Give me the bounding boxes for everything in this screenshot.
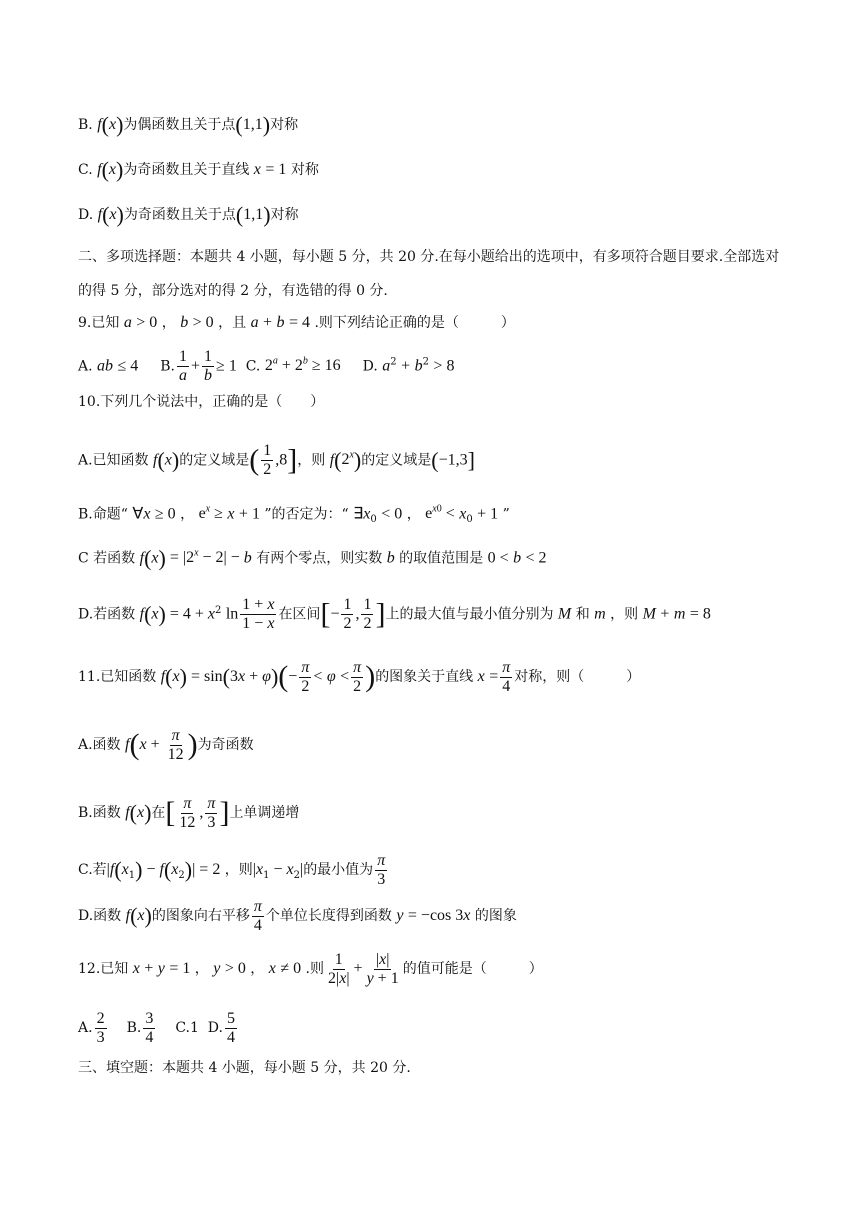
- q11-option-a: A.函数 f(x + $\frac{\pi}{12}$ )为奇函数: [78, 726, 254, 763]
- q10-option-a: A.已知函数 f(x)的定义域是( $\frac{1}{2}$ ,8]，则 f(2$^x$)的定义域是(−1,3]: [78, 441, 475, 478]
- option-d: D. f(x)为奇函数且关于点(1,1)对称: [78, 202, 299, 227]
- q12-stem: 12.已知 x + y = 1 ， y > 0 ， x ≠ 0 .则 $\frac{1}{2|x|}$ + $\frac{|x|}{y + 1}$ 的值可能是（ ）: [78, 950, 543, 987]
- section-2-title: 二、多项选择题：本题共 4 小题，每小题 5 分，共 20 分.在每小题给出的选项中，有多项符合题目要求.全部选对的得 5 分，部分选对的得 2 分，有选错的得 0 分.: [78, 249, 780, 299]
- q10-option-b: B.命题“ ∀x ≥ 0 ， $e^x \ge x + 1$ ”的否定为：“ $\exists x_0 < 0$ ， $e^{x0} < x_0 + 1$ ”: [78, 504, 510, 526]
- q11-stem: 11.已知函数 f(x) = sin(3x + φ)(− $\frac{\pi}{2}$ < φ < $\frac{\pi}{2}$ )的图象关于直线 x = $\frac{\pi}{4}$ 对称，则（ ）: [78, 658, 641, 695]
- q11-option-c: C.若$|f(x_1) - f(x_2)| = 2$ ，则$|x_1 - x_2|$的最小值为 $\frac{\pi}{3}$: [78, 851, 386, 888]
- q12-options: A. $\frac{2}{3}$ B. $\frac{3}{4}$ C.1 D. $\frac{5}{4}$: [78, 1009, 235, 1046]
- q9-stem: 9.已知 a > 0 ， b > 0 ，且 a + b = 4 .则下列结论正确的是（ ）: [78, 314, 515, 331]
- q10-option-c: C 若函数 $f(x) = |2^x - 2| - b$ 有两个零点，则实数 b 的取值范围是 0 < b < 2: [78, 545, 547, 571]
- q11-option-b: B.函数 f(x)在[ $\frac{\pi}{12}$ , $\frac{\pi}{3}$ ]上单调递增: [78, 794, 300, 831]
- q11-option-d: D.函数 f(x)的图象向右平移 $\frac{\pi}{4}$ 个单位长度得到函数 y = −cos 3x 的图象: [78, 897, 517, 934]
- option-c: C. f(x)为奇函数且关于直线 x = 1 对称: [78, 157, 319, 182]
- section-3-title: 三、填空题：本题共 4 小题，每小题 5 分，共 20 分.: [78, 1060, 411, 1076]
- option-b: B. f(x)为偶函数且关于点(1,1)对称: [78, 112, 299, 137]
- q9-options: A. ab ≤ 4 B. $\frac{1}{a}$ + $\frac{1}{b}$ ≥ 1 C. $2^a + 2^b \ge 16$ D. $a^2 + b^2 > 8$: [78, 347, 455, 384]
- q10-option-d: D.若函数 $f(x) = 4 + x^2$ ln $\frac{1 + x}{1 - x}$ 在区间[− $\frac{1}{2}$ , $\frac{1}{2}$ ]上的最大值与最小值分别为 M 和 m ，则 M + m = 8: [78, 596, 711, 633]
- q10-stem: 10.下列几个说法中，正确的是（ ）: [78, 394, 325, 410]
